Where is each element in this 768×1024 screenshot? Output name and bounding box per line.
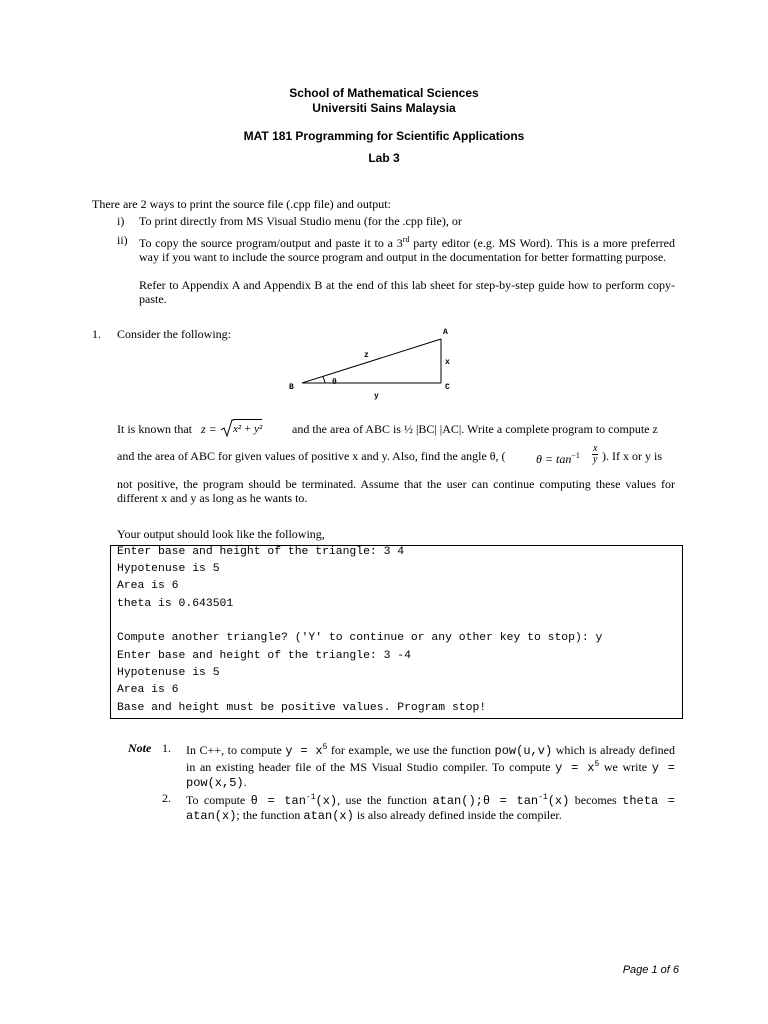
output-line: Area is 6 bbox=[117, 580, 179, 592]
output-line: Hypotenuse is 5 bbox=[117, 667, 220, 679]
side-x-label: x bbox=[445, 358, 450, 367]
lab-title: Lab 3 bbox=[368, 151, 400, 165]
side-z-label: z bbox=[364, 351, 369, 360]
output-line: Hypotenuse is 5 bbox=[117, 563, 220, 575]
triangle-diagram bbox=[285, 322, 465, 402]
note-number: 2. bbox=[162, 791, 171, 805]
angle-arc bbox=[323, 377, 325, 383]
hypotenuse-line bbox=[302, 339, 441, 383]
page-number: Page 1 of 6 bbox=[622, 964, 679, 976]
vertex-a-label: A bbox=[443, 328, 448, 337]
vertex-c-label: C bbox=[445, 383, 450, 392]
intro-refer: Refer to Appendix A and Appendix B at the end of this lab sheet for step-by-step guide how to perform copy-paste. bbox=[139, 278, 675, 306]
note-label: Note bbox=[128, 741, 152, 755]
termination-text: not positive, the program should be terminated. Assume that the user can continue computing these values for different x and y as long as he wants to. bbox=[117, 477, 675, 505]
list-marker: ii) bbox=[117, 233, 128, 247]
known-suffix: and the area of ABC is ½ |BC| |AC|. Write a complete program to compute z bbox=[292, 422, 658, 436]
sample-output-box bbox=[110, 545, 683, 719]
intro-item-2: To copy the source program/output and paste it to a 3rd party editor (e.g. MS Word). This is a more preferred way if you want to include the source program and output in the documentation for better formatting purpose. bbox=[139, 235, 675, 264]
output-line: Base and height must be positive values. Program stop! bbox=[117, 702, 487, 714]
intro-item-1: To print directly from MS Visual Studio menu (for the .cpp file), or bbox=[139, 214, 462, 228]
note-1-text: In C++, to compute $y = x^5$ for example, we use the function pow(u,v) which is already defined in an existing header file of the MS Visual Studio compiler. To compute $y = x^5$ we write y = pow(x,5). bbox=[186, 743, 675, 790]
angle-theta-label: θ bbox=[332, 378, 337, 387]
formula-radicand: x² + y² bbox=[233, 419, 262, 436]
known-prefix: It is known that bbox=[117, 422, 192, 436]
output-intro: Your output should look like the following, bbox=[117, 527, 325, 541]
angle-text-suffix: ). If x or y is bbox=[602, 449, 662, 463]
output-line: Area is 6 bbox=[117, 684, 179, 696]
school-title: School of Mathematical Sciences bbox=[289, 86, 479, 100]
output-line: theta is 0.643501 bbox=[117, 598, 234, 610]
output-line: Enter base and height of the triangle: 3 4 bbox=[117, 546, 405, 558]
university-title: Universiti Sains Malaysia bbox=[312, 101, 456, 115]
fraction-x-over-y: $\frac{x}{y}$ bbox=[593, 443, 598, 465]
formula-z: z = bbox=[201, 422, 217, 436]
side-y-label: y bbox=[374, 392, 379, 401]
angle-text-prefix: and the area of ABC for given values of positive x and y. Also, find the angle θ, ( bbox=[117, 449, 506, 463]
sqrt-icon bbox=[220, 418, 234, 438]
output-line: Compute another triangle? ('Y' to continue or any other key to stop): y bbox=[117, 632, 603, 644]
output-line: Enter base and height of the triangle: 3 -4 bbox=[117, 650, 411, 662]
list-marker: i) bbox=[117, 214, 125, 228]
question-number: 1. bbox=[92, 327, 101, 341]
theta-equation: $\theta = \tan^{-1}$ bbox=[536, 451, 580, 466]
note-2-text: To compute $\theta = \tan^{-1}(x)$, use the function atan();θ = $\tan^{-1}(x)$ becomes theta = atan(x); the function atan(x) is also already defined inside the compiler. bbox=[186, 793, 675, 823]
intro-text: There are 2 ways to print the source file (.cpp file) and output: bbox=[92, 197, 391, 211]
question-title: Consider the following: bbox=[117, 327, 231, 341]
course-title: MAT 181 Programming for Scientific Applications bbox=[243, 129, 525, 143]
note-number: 1. bbox=[162, 741, 171, 755]
vertex-b-label: B bbox=[289, 383, 294, 392]
